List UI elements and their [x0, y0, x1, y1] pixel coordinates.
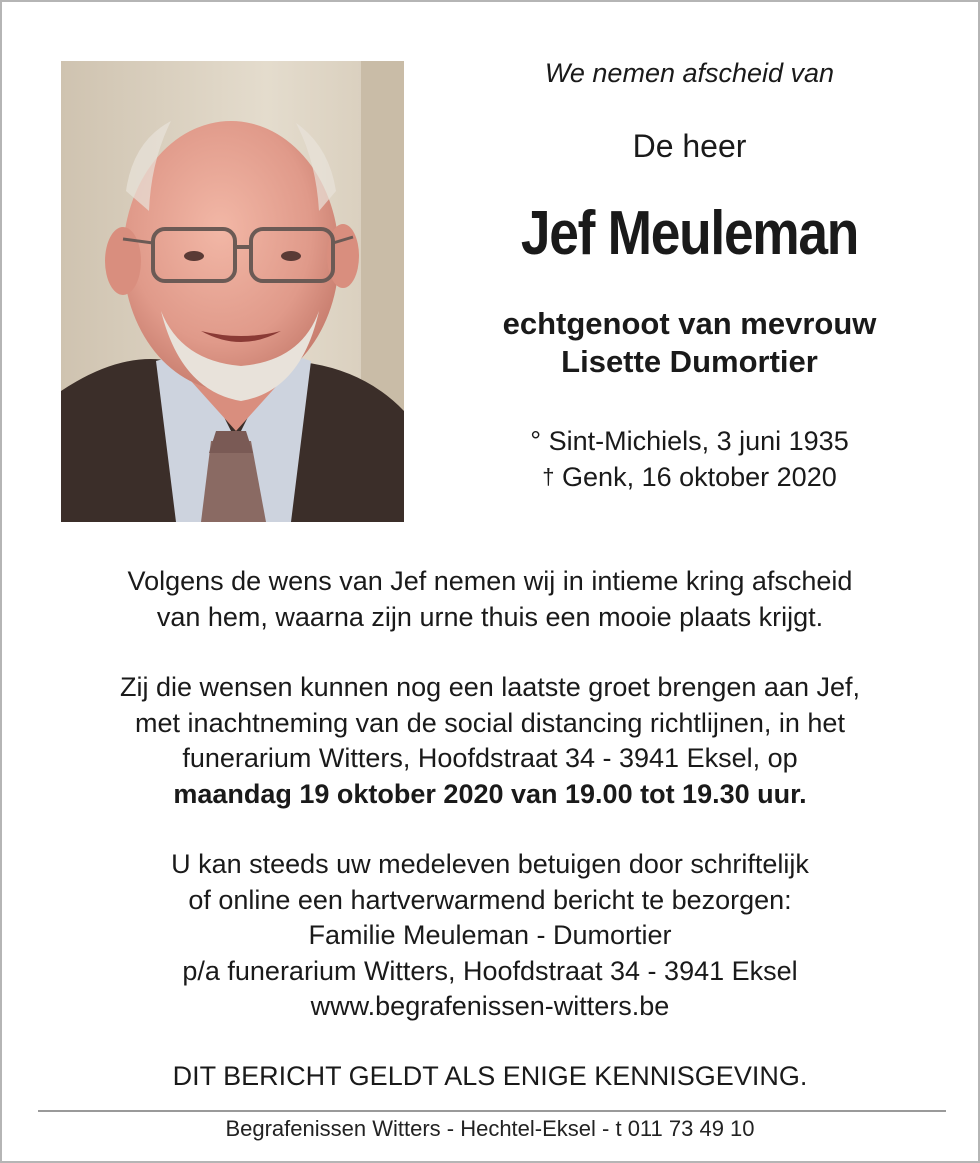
text-line: met inachtneming van de social distancing richtlijnen, in het — [135, 707, 845, 738]
text-line: U kan steeds uw medeleven betuigen door schriftelijk — [171, 849, 809, 879]
spouse-line-1: echtgenoot van mevrouw — [502, 306, 877, 341]
text-line: Volgens de wens van Jef nemen wij in intieme kring afscheid — [127, 566, 853, 596]
footer-text: Begrafenissen Witters - Hechtel-Eksel - t 011 73 49 10 — [225, 1116, 755, 1141]
website-link[interactable]: www.begrafenissen-witters.be — [310, 991, 670, 1021]
notice-text: DIT BERICHT GELDT ALS ENIGE KENNISGEVING. — [172, 1061, 808, 1091]
family-name: Familie Meuleman - Dumortier — [308, 920, 672, 950]
death-line — [422, 459, 957, 495]
address-line: p/a funerarium Witters, Hoofdstraat 34 - 3941 Eksel — [182, 955, 798, 986]
spouse-block — [422, 305, 957, 381]
text-line: of online een hartverwarmend bericht te bezorgen: — [188, 884, 792, 915]
dates-block — [422, 423, 957, 495]
death-date: Genk, 16 oktober 2020 — [562, 462, 837, 492]
deceased-name: Jef Meuleman — [520, 199, 859, 268]
text-line: Zij die wensen kunnen nog een laatste groet brengen aan Jef, — [119, 672, 861, 702]
salutation: De heer — [632, 128, 747, 164]
text-line: van hem, waarna zijn urne thuis een mooie plaats krijgt. — [156, 601, 824, 632]
text-line: funerarium Witters, Hoofdstraat 34 - 3941 Eksel, op — [182, 743, 798, 773]
paragraph-visitation — [22, 670, 958, 812]
cross-icon: † — [542, 464, 555, 489]
intro-text: We nemen afscheid van — [544, 58, 835, 88]
visitation-datetime: maandag 19 oktober 2020 van 19.00 tot 19.30 uur. — [173, 778, 807, 809]
birth-date: ° Sint-Michiels, 3 juni 1935 — [530, 426, 849, 456]
paragraph-wish — [22, 564, 958, 635]
footer-divider — [38, 1110, 946, 1112]
portrait-photo — [61, 61, 404, 522]
paragraph-condolences — [22, 847, 958, 1025]
portrait-icon — [61, 61, 404, 522]
spouse-line-2: Lisette Dumortier — [561, 344, 818, 379]
